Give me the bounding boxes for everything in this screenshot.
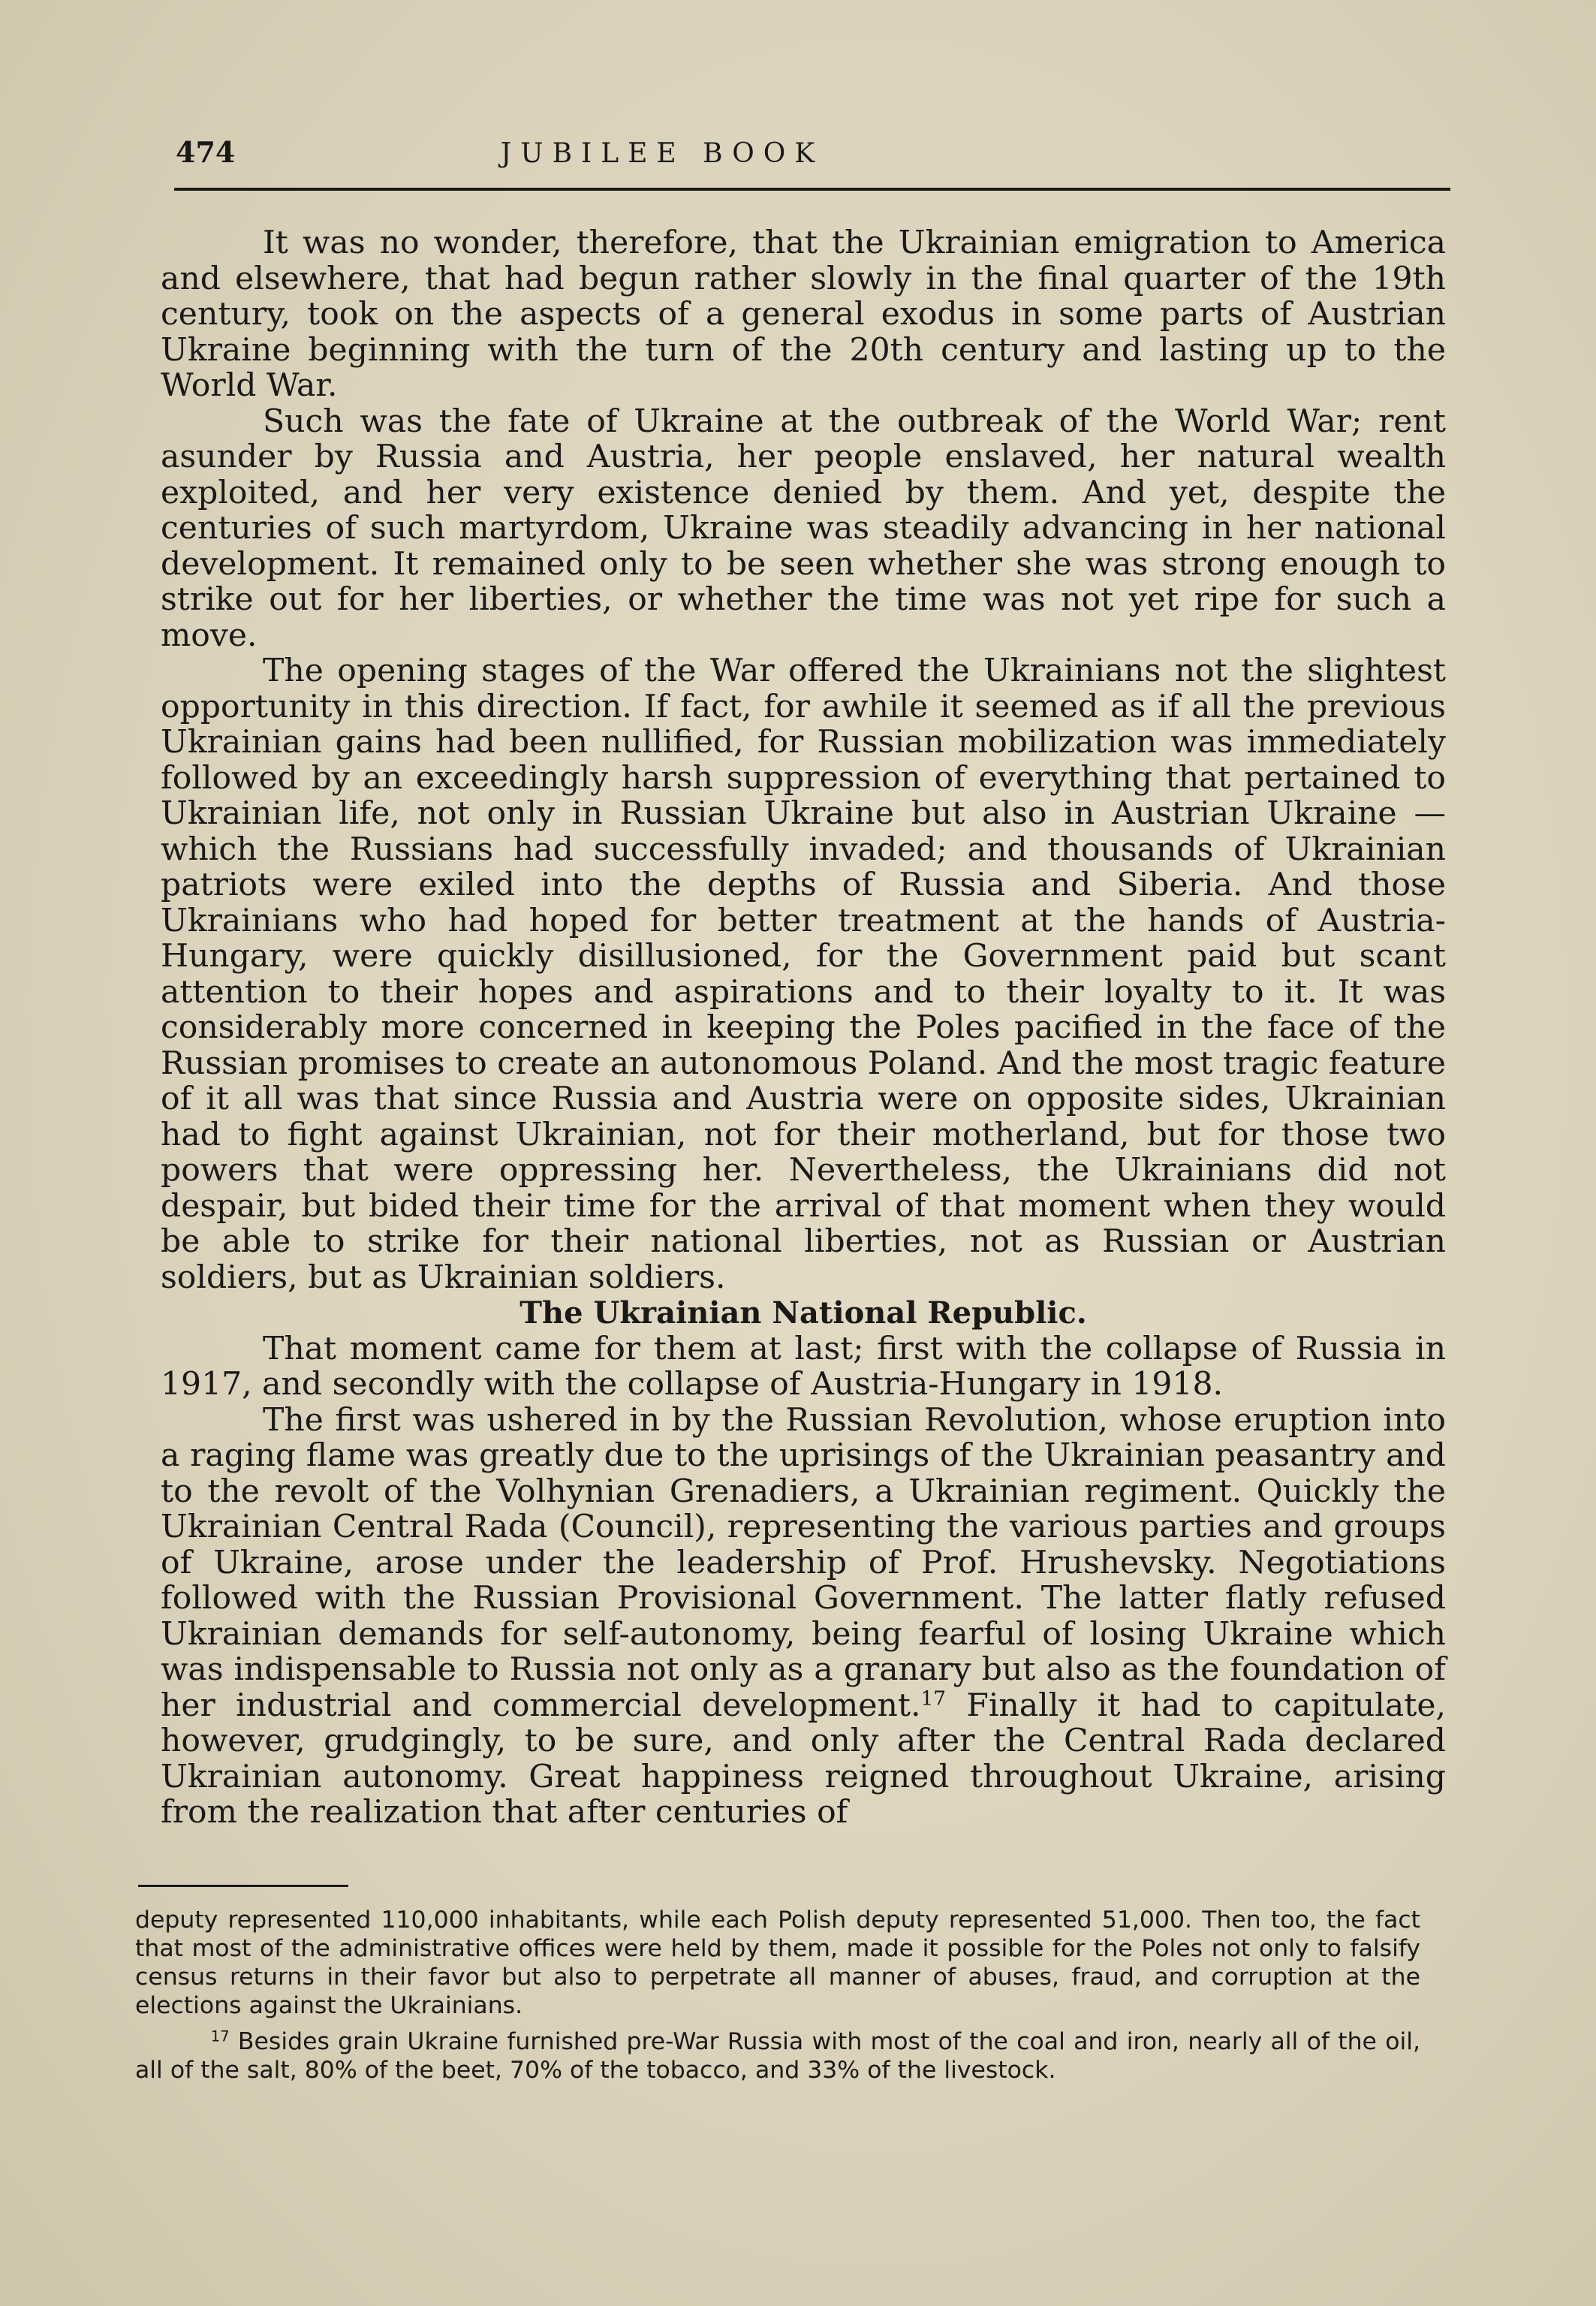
page-header: [174, 135, 1450, 191]
paragraph: The opening stages of the War offered the Ukrainians not the slightest opportunity in this direction. If fact, for awhile it seemed as if all the previous Ukrainian gains had been nullified, for Russian mobilization was immediately followed by an exceedingly harsh suppression of everything that pertained to Ukrainian life, not only in Russian Ukraine but also in Austrian Ukraine — which the Russians had successfully invaded; and thousands of Ukrainian patriots were exiled into the depths of Russia and Siberia. And those Ukrainians who had hoped for better treatment at the hands of Austria-Hungary, were quickly disillusioned, for the Government paid but scant attention to their hopes and aspirations and to their loyalty to it. It was considerably more concerned in keeping the Poles pacified in the face of the Russian promises to create an autonomous Poland. And the most tragic feature of it all was that since Russia and Austria were on opposite sides, Ukrainian had to fight against Ukrainian, not for their motherland, but for those two powers that were oppressing her. Nevertheless, the Ukrainians did not despair, but bided their time for the arrival of that moment when they would be able to strike for their national liberties, not as Russian or Austrian soldiers, but as Ukrainian soldiers.: [161, 653, 1446, 1296]
footnote-reference[interactable]: 17: [920, 1687, 946, 1711]
paragraph-with-footnote: [161, 1403, 1446, 1831]
footnote-17: [135, 2027, 1420, 2084]
footnotes: [135, 1906, 1420, 2084]
footnote-divider: [138, 1885, 348, 1887]
paragraph: That moment came for them at last; first with the collapse of Russia in 1917, and secondly with the collapse of Austria-Hungary in 1918.: [161, 1330, 1446, 1403]
paragraph: Such was the fate of Ukraine at the outbreak of the World War; rent asunder by Russia and Austria, her people enslaved, her natural wealth exploited, and her very existence denied by them. And yet, despite the centuries of such martyrdom, Ukraine was steadily advancing in her national development. It remained only to be seen whether she was strong enough to strike out for her liberties, or whether the time was not yet ripe for such a move.: [161, 402, 1446, 654]
footnote-number: 17: [210, 2027, 230, 2045]
paragraph-text: The first was ushered in by the Russian Revolution, whose eruption into a raging flame was greatly due to the uprisings of the Ukrainian peasantry and to the revolt of the Volhynian Grenadiers, a Ukrainian regiment. Quickly the Ukrainian Central Rada (Council), representing the various parties and groups of Ukraine, arose under the leadership of Prof. Hrushevsky. Negotiations followed with the Russian Provisional Government. The latter flatly refused Ukrainian demands for self-autonomy, being fearful of losing Ukraine which was indispensable to Russia not only as a granary but also as the foundation of her industrial and commercial development.: [161, 1401, 1446, 1724]
footnote-text: Besides grain Ukraine furnished pre-War Russia with most of the coal and iron, nearly all of the oil, all of the salt, 80% of the beet, 70% of the tobacco, and 33% of the livestock.: [135, 2028, 1420, 2084]
footnote-continued: deputy represented 110,000 inhabitants, while each Polish deputy represented 51,000. Then too, the fact that most of the administrative offices were held by them, made it possible for the Poles not only to falsify census returns in their favor but also to perpetrate all manner of abuses, fraud, and corruption at the elections against the Ukrainians.: [135, 1907, 1420, 2019]
paragraph-continuation: Finally it had to capitulate, however, grudgingly, to be sure, and only after the Central Rada declared Ukrainian autonomy. Great happiness reigned throughout Ukraine, arising from the realization that after centuries of: [161, 1687, 1446, 1831]
paragraph: It was no wonder, therefore, that the Ukrainian emigration to America and elsewhere, that had begun rather slowly in the final quarter of the 19th century, took on the aspects of a general exodus in some parts of Austrian Ukraine beginning with the turn of the 20th century and lasting up to the World War.: [161, 225, 1446, 404]
section-heading: The Ukrainian National Republic.: [519, 1295, 1087, 1331]
main-text: [161, 225, 1446, 1831]
running-title: JUBILEE BOOK: [500, 138, 824, 169]
page-number: 474: [176, 135, 236, 169]
